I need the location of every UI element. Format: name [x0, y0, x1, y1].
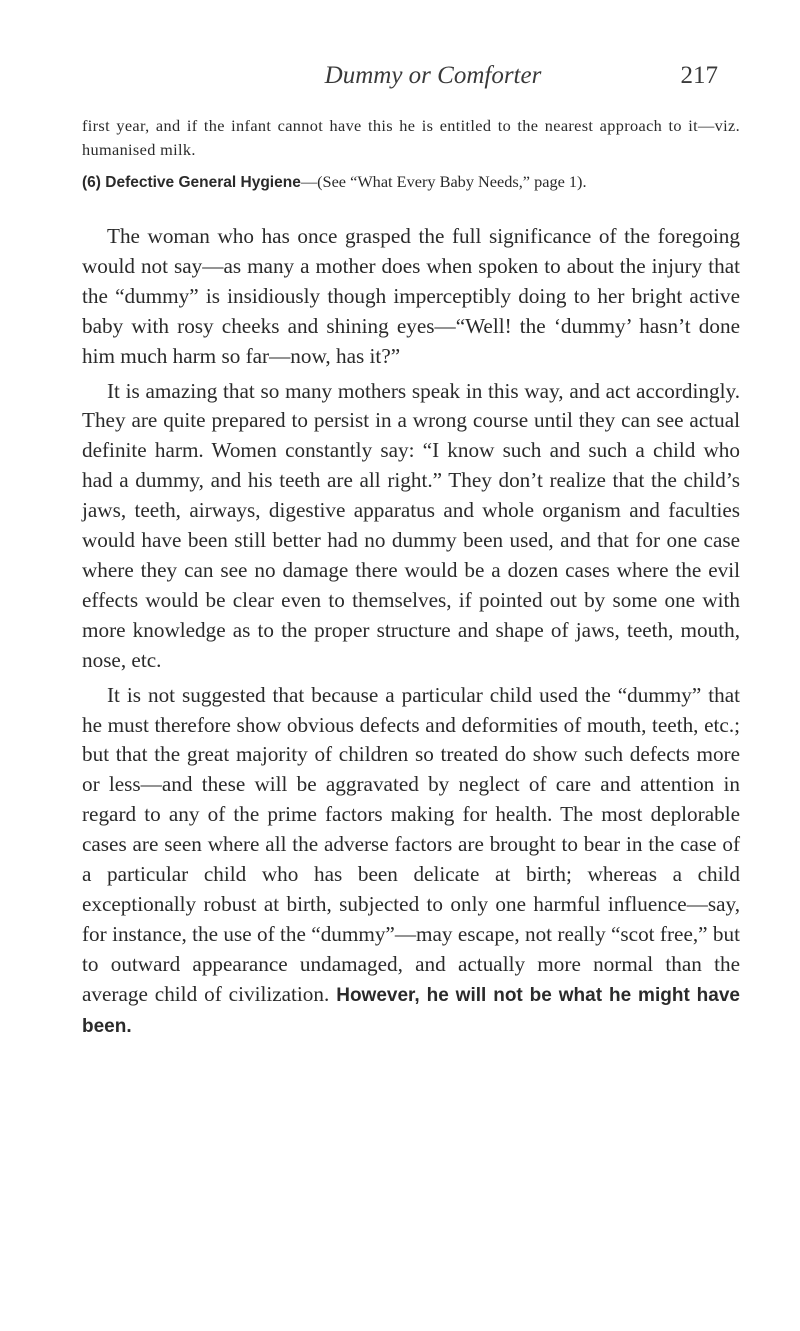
paragraph-3 [82, 681, 740, 1042]
subsection-reference: —(See “What Every Baby Needs,” page 1). [300, 172, 587, 191]
paragraph-3-text: It is not suggested that because a particular child used the “dummy” that he must therefore show obvious defects and deformities of mouth, teeth, etc.; but that the great majority of children so treated do show such defects more or less—and these will be aggravated by neglect of care and attention in regard to any of the prime factors making for health. The most deplorable cases are seen where all the adverse factors are brought to bear in the case of a particular child who has been delicate at birth; whereas a child exceptionally robust at birth, subjected to only one harmful influence—say, for instance, the use of the “dummy”—may escape, not really “scot free,” but to outward appearance undamaged, and actually more normal than the average child of civilization. [82, 682, 740, 1006]
running-title: Dummy or Comforter [324, 62, 542, 89]
running-header [148, 62, 718, 102]
paragraph-2: It is amazing that so many mothers speak in this way, and act accordingly. They are quite prepared to persist in a wrong course until they can see actual definite harm. Women constantly say: “I know such and such a child who had a dummy, and his teeth are all right.” They don’t realize that the child’s jaws, teeth, airways, digestive apparatus and whole organism and faculties would have been still better had no dummy been used, and that for one case where they can see no damage there would be a dozen cases where the evil effects would be clear even to themselves, if pointed out by some one with more knowledge as to the proper structure and shape of jaws, teeth, mouth, nose, etc. [82, 378, 740, 672]
paragraph-3-emphasis: However, he will not be what he might have been. [82, 984, 740, 1037]
page-number: 217 [680, 62, 718, 89]
page-body [82, 114, 740, 1041]
subsection-lead: (6) Defective General Hygiene [82, 174, 301, 191]
intro-text: first year, and if the infant cannot have this he is entitled to the nearest approach to it—viz. humanised milk. [82, 116, 740, 159]
paragraph-1: The woman who has once grasped the full significance of the foregoing would not say—as many a mother does when spoken to about the injury that the “dummy” is insidiously though imperceptibly doing to her bright active baby with rosy cheeks and shining eyes—“Well! the ‘dummy’ hasn’t done him much harm so far—now, has it?” [82, 224, 740, 368]
subsection-heading [82, 170, 740, 195]
